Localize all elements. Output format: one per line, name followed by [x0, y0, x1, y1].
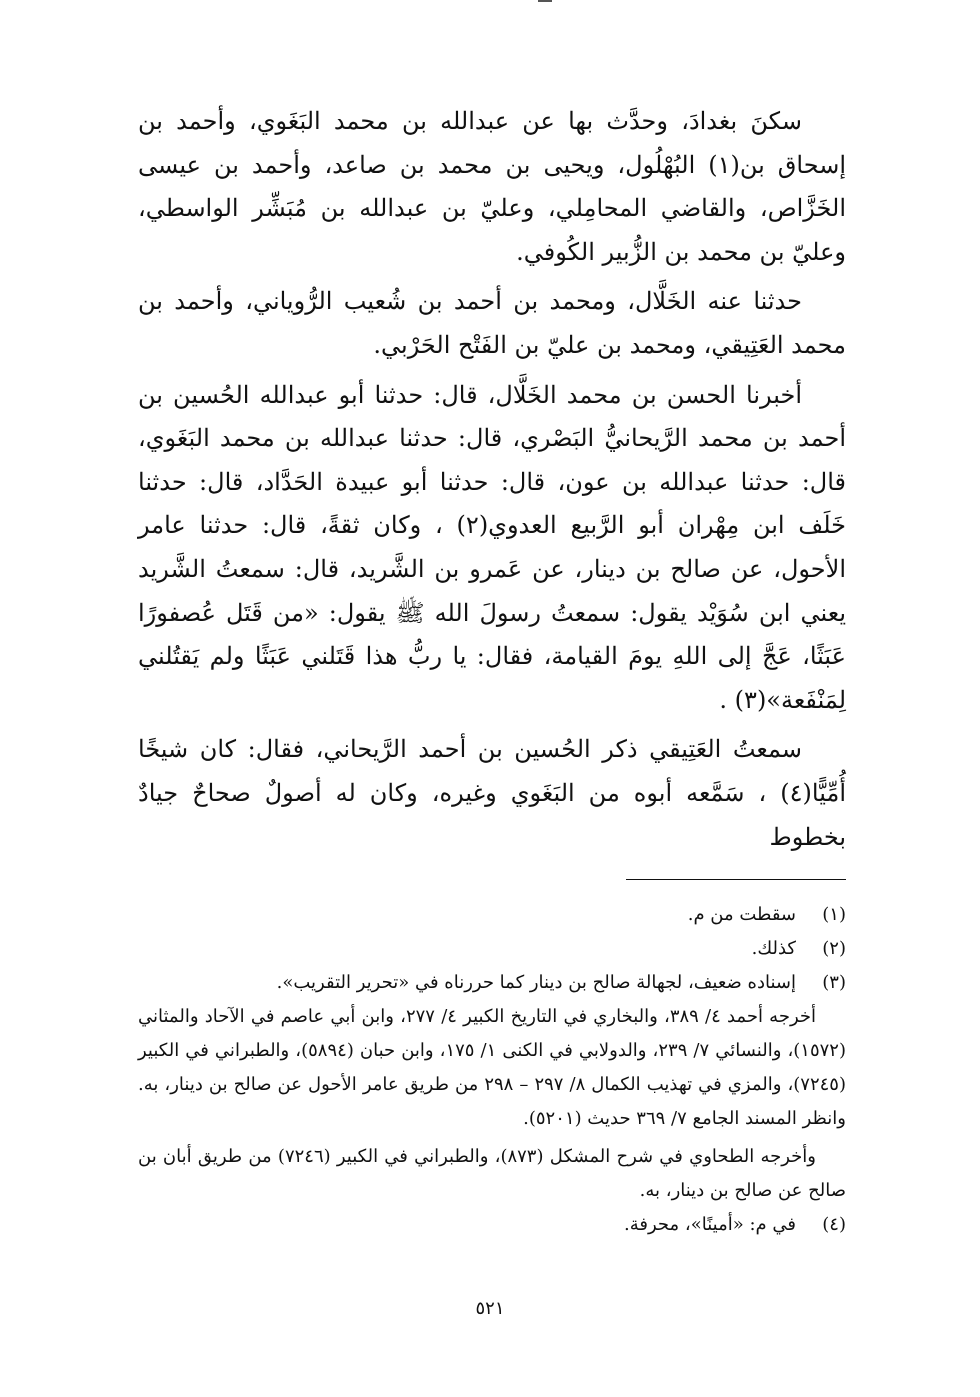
- footnote-text: كذلك.: [751, 938, 796, 960]
- page-body: [138, 100, 846, 1242]
- footnote-body: [138, 932, 796, 966]
- footnote-body: [138, 966, 796, 1000]
- footnote-text: سقطت من م.: [687, 904, 796, 926]
- footnote-number: (٢): [822, 938, 846, 960]
- footnote-number: (١): [822, 904, 846, 926]
- footnote-number: (٤): [822, 1214, 846, 1236]
- footnote-text: في م: «أمينًا»، محرفة.: [624, 1214, 796, 1236]
- paragraph: سكنَ بغدادَ، وحدَّث بها عن عبدالله بن محمد البَغَوي، وأحمد بن إسحاق بن(١) البُهْلُول، ويحيى بن محمد بن صاعد، وأحمد بن عيسى الخَزَّاص، والقاضي المحامِلي، وعليّ بن عبدالله بن مُبَشِّر الواسطي، وعليّ بن محمد بن الزُّبير الكُوفي.: [138, 107, 846, 266]
- main-text: [138, 100, 846, 859]
- page-number: ٥٢١: [475, 1298, 505, 1319]
- paragraph: أخبرنا الحسن بن محمد الخَلَّال، قال: حدثنا أبو عبدالله الحُسين بن أحمد بن محمد الرَّيحانيُّ البَصْري، قال: حدثنا عبدالله بن محمد البَغَوي، قال: حدثنا عبدالله بن عون، قال: حدثنا أبو عبيدة الحَدَّاد، قال: حدثنا خَلَف ابن مِهْران أبو الرَّبيع العدوي(٢) ، وكان ثقةً، قال: حدثنا عامر الأحول، عن صالح بن دينار، عن عَمرو بن الشَّريد، قال: سمعتُ الشَّريد يعني ابن سُوَيْد يقول: سمعتُ رسولَ الله ﷺ يقول: «من قَتَل عُصفورًا عَبَثًا، عَجَّ إلى اللهِ يومَ القيامة، فقال: يا ربُّ هذا قَتَلني عَبَثًا ولم يَقتُلني لِمَنْفَعة»(٣) .: [138, 380, 846, 714]
- footnote-divider: [626, 879, 846, 880]
- footnote-number: (٣): [822, 972, 846, 994]
- footnotes: [138, 898, 846, 1242]
- paragraph: سمعتُ العَتِيقي ذكر الحُسين بن أحمد الرَّيحاني، فقال: كان شيخًا أُمِّيًّا(٤) ، سَمَّعه أبوه من البَغَوي وغيره، وكان له أصولٌ صحاحٌ جيادٌ بخطوط: [138, 735, 846, 851]
- footnote: [138, 932, 846, 966]
- footnote: [138, 966, 846, 1000]
- footnote-text: إسناده ضعيف، لجهالة صالح بن دينار كما حررناه في «تحرير التقريب».: [276, 972, 796, 994]
- footnote-body: [138, 898, 796, 932]
- footnote: [138, 898, 846, 932]
- top-edge-mark: [538, 0, 552, 2]
- footnote-continuation: أخرجه أحمد ٤/ ٣٨٩، والبخاري في التاريخ الكبير ٤/ ٢٧٧، وابن أبي عاصم في الآحاد والمثاني (١٥٧٢)، والنسائي ٧/ ٢٣٩، والدولابي في الكنى ١/ ١٧٥، وابن حبان (٥٨٩٤)، والطبراني في الكبير (٧٢٤٥)، والمزي في تهذيب الكمال ٨/ ٢٩٧ – ٢٩٨ من طريق عامر الأحول عن صالح بن دينار، به. وانظر المسند الجامع ٧/ ٣٦٩ حديث (٥٢٠١).: [138, 1006, 846, 1130]
- footnote: [138, 1208, 846, 1242]
- footnote-continuation: وأخرجه الطحاوي في شرح المشكل (٨٧٣)، والطبراني في الكبير (٧٢٤٦) من طريق أبان بن صالح عن صالح بن دينار، به.: [138, 1146, 846, 1202]
- footnote-body: [138, 1208, 796, 1242]
- paragraph: حدثنا عنه الخَلَّال، ومحمد بن أحمد بن شُعيب الرُّوياني، وأحمد بن محمد العَتِيقي، ومحمد بن عليّ بن الفَتْح الحَرْبي.: [138, 287, 846, 359]
